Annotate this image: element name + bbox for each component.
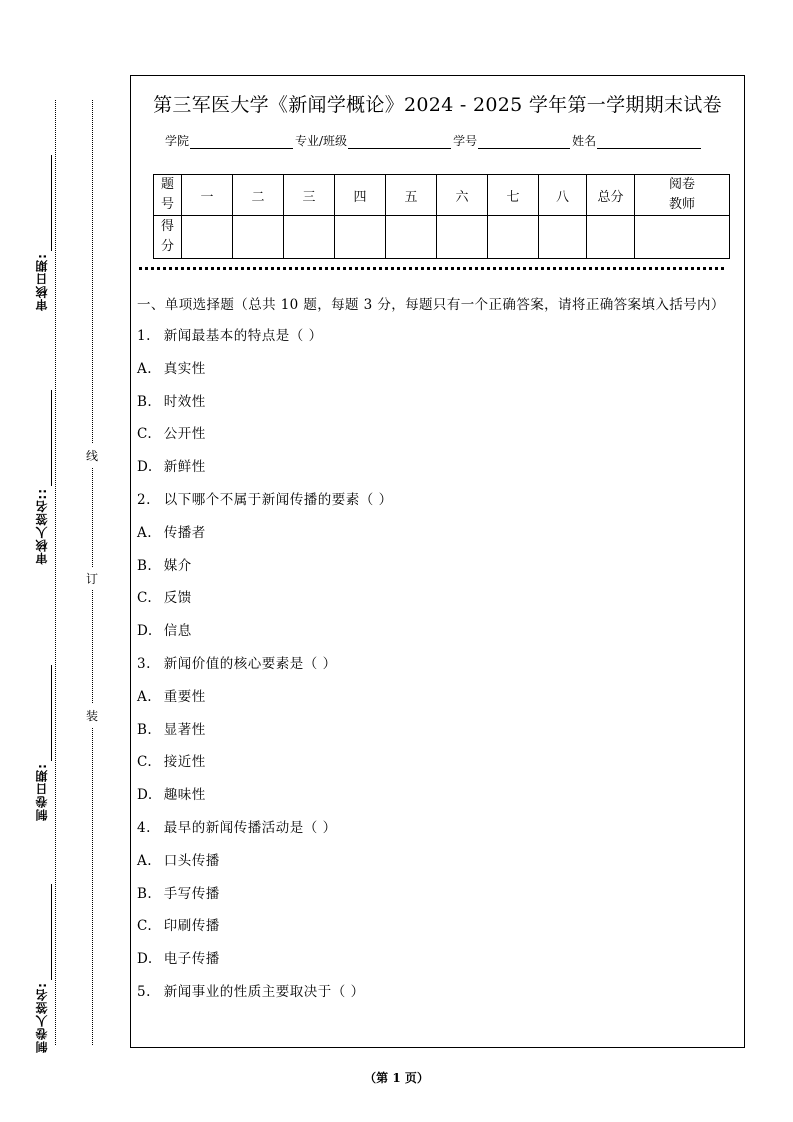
reviewer-signature-blank[interactable] <box>51 390 52 486</box>
compiler-signature-label: 制卷人签名: <box>34 982 49 1053</box>
option-item[interactable] <box>137 914 734 947</box>
question-number: 2. <box>137 491 151 508</box>
question-item <box>137 816 734 849</box>
option-letter: A. <box>137 360 153 377</box>
page-number: （第 1 页） <box>364 1071 429 1085</box>
col-header: 一 <box>182 175 233 216</box>
reviewer-signature-label: 审核人签名:: <box>34 488 49 565</box>
compiler-signature-field[interactable] <box>24 884 58 1053</box>
score-table <box>153 174 730 259</box>
option-letter: A. <box>137 852 153 869</box>
grader-header: 阅卷 教师 <box>635 175 730 216</box>
review-date-field[interactable] <box>24 155 58 311</box>
option-item[interactable] <box>137 718 734 751</box>
option-item[interactable] <box>137 750 734 783</box>
option-text: 信息 <box>163 623 192 640</box>
col-header: 六 <box>437 175 488 216</box>
option-letter: B. <box>137 557 153 574</box>
score-cell[interactable] <box>386 216 437 259</box>
option-text: 时效性 <box>163 393 206 410</box>
total-score-header: 总分 <box>587 175 635 216</box>
compile-date-blank[interactable] <box>51 665 52 761</box>
option-item[interactable] <box>137 521 734 554</box>
option-text: 反馈 <box>163 590 192 607</box>
exam-title: 第三军医大学《新闻学概论》2024 - 2025 学年第一学期期末试卷 <box>153 94 722 116</box>
compiler-signature-blank[interactable] <box>51 884 52 980</box>
score-cell[interactable] <box>437 216 488 259</box>
option-text: 手写传播 <box>163 885 220 902</box>
option-text: 新鲜性 <box>163 459 206 476</box>
option-text: 趣味性 <box>163 787 206 804</box>
option-item[interactable] <box>137 357 734 390</box>
option-letter: A. <box>137 688 153 705</box>
option-text: 媒介 <box>163 557 192 574</box>
question-item <box>137 980 734 1013</box>
col-header: 二 <box>233 175 284 216</box>
college-label: 学院 <box>165 134 190 148</box>
question-list <box>137 324 734 1013</box>
option-text: 真实性 <box>163 360 206 377</box>
score-cell[interactable] <box>182 216 233 259</box>
score-cell[interactable] <box>233 216 284 259</box>
option-item[interactable] <box>137 619 734 652</box>
question-text: 新闻最基本的特点是（ ） <box>163 328 323 344</box>
col-header: 五 <box>386 175 437 216</box>
question-text: 以下哪个不属于新闻传播的要素（ ） <box>163 491 393 508</box>
option-text: 公开性 <box>163 426 206 443</box>
name-blank[interactable] <box>597 136 701 149</box>
col-header: 七 <box>488 175 539 216</box>
option-item[interactable] <box>137 422 734 455</box>
student-id-blank[interactable] <box>478 136 570 149</box>
question-item <box>137 652 734 685</box>
score-row-header: 得 分 <box>154 216 182 259</box>
section-heading: 一、单项选择题（总共 10 题，每题 3 分，每题只有一个正确答案，请将正确答案填入括号内） <box>137 297 725 313</box>
option-letter: B. <box>137 721 153 738</box>
question-number: 4. <box>137 819 151 836</box>
name-label: 姓名 <box>572 134 597 148</box>
question-text: 新闻价值的核心要素是（ ） <box>163 655 337 672</box>
option-item[interactable] <box>137 455 734 488</box>
option-letter: C. <box>137 426 153 443</box>
option-item[interactable] <box>137 783 734 816</box>
major-class-label: 专业/班级 <box>295 134 348 148</box>
option-letter: D. <box>137 623 153 640</box>
option-letter: A. <box>137 524 153 541</box>
score-cell[interactable] <box>539 216 587 259</box>
option-item[interactable] <box>137 586 734 619</box>
score-cell[interactable] <box>488 216 539 259</box>
dotted-separator <box>139 267 724 270</box>
question-item <box>137 488 734 521</box>
binding-mark-xian: 线 <box>85 444 99 467</box>
option-letter: C. <box>137 918 153 935</box>
option-text: 印刷传播 <box>163 918 220 935</box>
option-letter: B. <box>137 393 153 410</box>
option-text: 重要性 <box>163 688 206 705</box>
option-letter: C. <box>137 754 153 771</box>
student-info-row <box>165 132 703 149</box>
score-cell[interactable] <box>335 216 386 259</box>
review-date-blank[interactable] <box>51 155 52 251</box>
option-text: 传播者 <box>163 524 206 541</box>
option-text: 显著性 <box>163 721 206 738</box>
option-item[interactable] <box>137 685 734 718</box>
question-text: 新闻事业的性质主要取决于（ ） <box>163 983 365 1000</box>
exam-frame <box>130 75 745 1048</box>
option-text: 口头传播 <box>163 852 220 869</box>
review-date-label: 审核日期: <box>34 253 49 311</box>
question-number-header: 题 号 <box>154 175 182 216</box>
option-letter: B. <box>137 885 153 902</box>
major-class-blank[interactable] <box>348 136 451 149</box>
question-number: 1. <box>137 328 151 344</box>
total-score-cell[interactable] <box>587 216 635 259</box>
col-header: 八 <box>539 175 587 216</box>
college-blank[interactable] <box>190 136 293 149</box>
option-text: 接近性 <box>163 754 206 771</box>
grader-cell[interactable] <box>635 216 730 259</box>
option-letter: D. <box>137 459 153 476</box>
score-cell[interactable] <box>284 216 335 259</box>
question-item <box>137 324 734 357</box>
binding-mark-ding: 订 <box>85 567 99 590</box>
option-letter: C. <box>137 590 153 607</box>
student-id-label: 学号 <box>453 134 478 148</box>
col-header: 四 <box>335 175 386 216</box>
option-item[interactable] <box>137 947 734 980</box>
question-content <box>137 294 734 1013</box>
question-text: 最早的新闻传播活动是（ ） <box>163 819 337 836</box>
option-item[interactable] <box>137 554 734 587</box>
option-letter: D. <box>137 787 153 804</box>
col-header: 三 <box>284 175 335 216</box>
option-text: 电子传播 <box>163 951 220 968</box>
compile-date-field[interactable] <box>24 665 58 821</box>
option-letter: D. <box>137 951 153 968</box>
binding-mark-zhuang: 装 <box>85 704 99 727</box>
question-number: 5. <box>137 983 151 1000</box>
compile-date-label: 制卷日期: <box>34 763 49 821</box>
option-item[interactable] <box>137 849 734 882</box>
option-item[interactable] <box>137 390 734 423</box>
question-number: 3. <box>137 655 151 672</box>
option-item[interactable] <box>137 882 734 915</box>
reviewer-signature-field[interactable] <box>24 390 58 565</box>
